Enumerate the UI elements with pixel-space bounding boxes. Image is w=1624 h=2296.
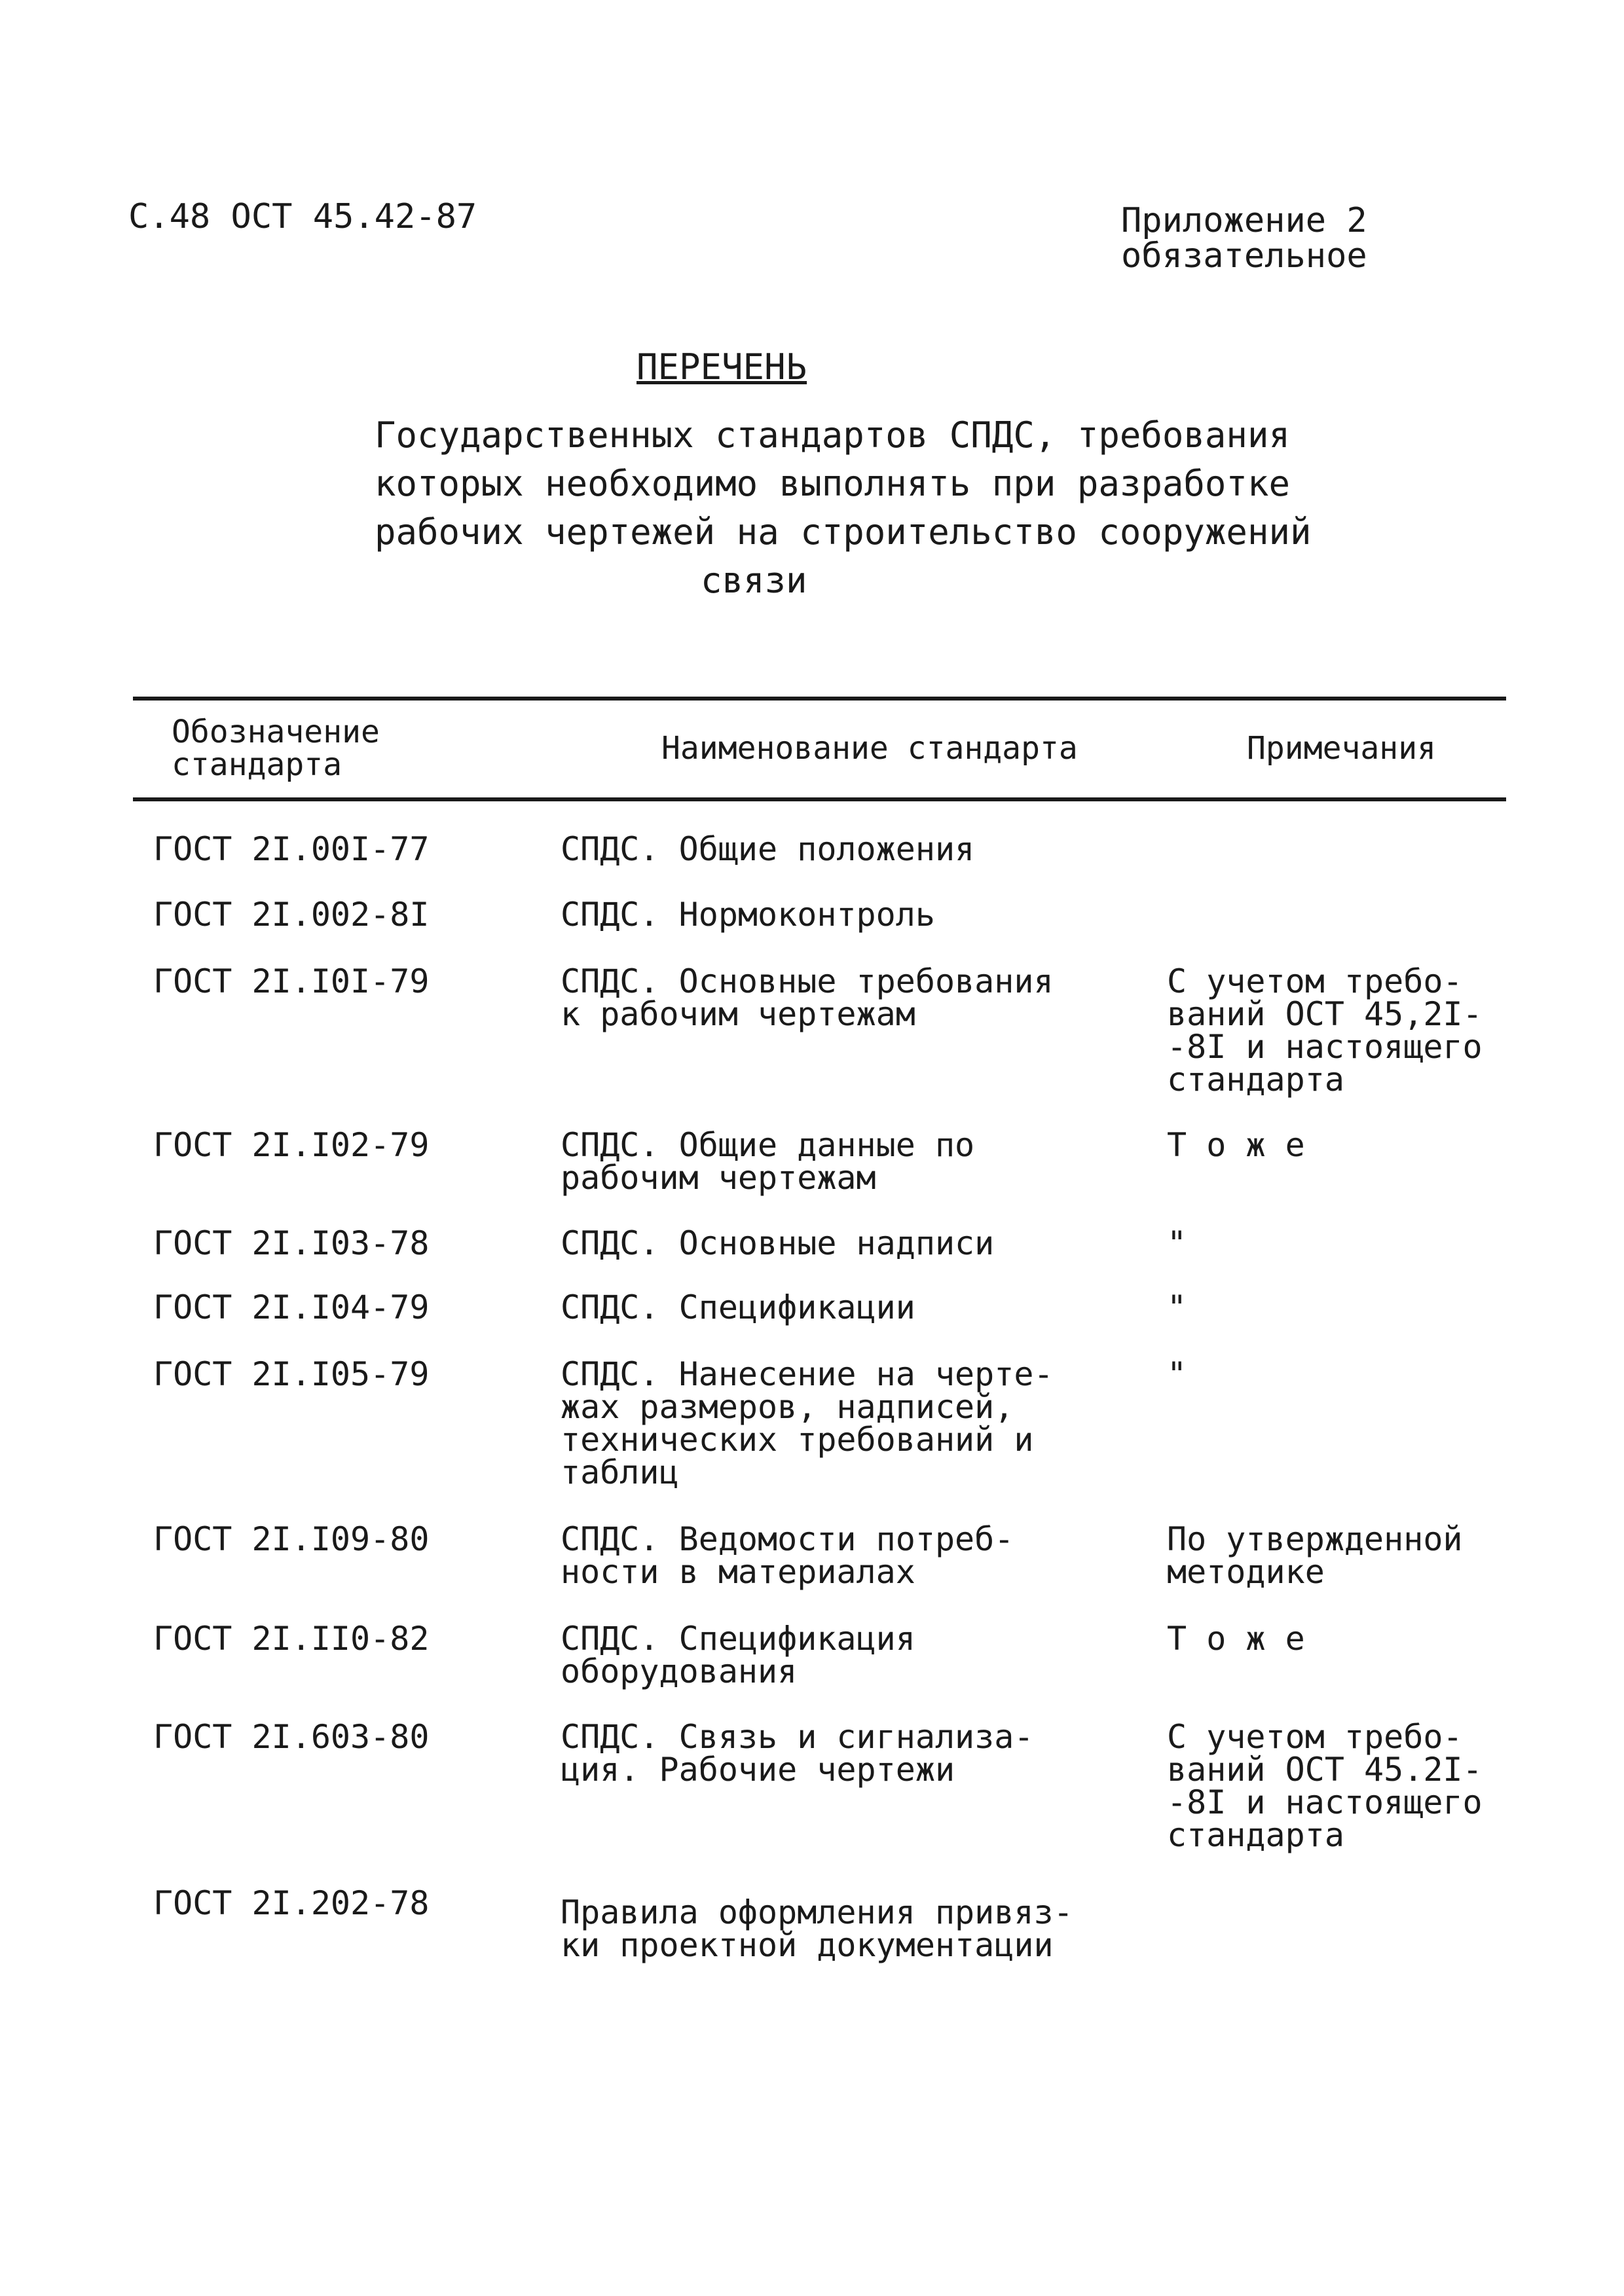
- standard-name: СПДС. Основные надписи: [561, 1224, 995, 1262]
- appendix-status: обязательное: [1121, 236, 1367, 276]
- column-header-notes: Примечания: [1247, 730, 1436, 767]
- page-reference: С.48 ОСТ 45.42-87: [128, 197, 477, 236]
- standard-note: ": [1167, 1355, 1187, 1393]
- table-header-rule: [133, 797, 1506, 801]
- appendix-number: Приложение 2: [1121, 201, 1367, 240]
- standard-note: ": [1167, 1288, 1187, 1326]
- standard-code: ГОСТ 2I.202-78: [153, 1884, 430, 1922]
- standard-code: ГОСТ 2I.I05-79: [153, 1355, 430, 1393]
- standard-note: С учетом требо- ваний ОСТ 45.2I- -8I и настоящего стандарта: [1167, 1718, 1483, 1854]
- subtitle-line: которых необходимо выполнять при разработке: [375, 463, 1290, 504]
- standard-name: СПДС. Общие данные по рабочим чертежам: [561, 1126, 975, 1197]
- column-header-code-line: стандарта: [172, 746, 342, 783]
- subtitle-line: рабочих чертежей на строительство сооружений: [375, 511, 1312, 553]
- standard-name: СПДС. Спецификации: [561, 1288, 915, 1326]
- standard-name: СПДС. Нормоконтроль: [561, 896, 935, 934]
- standard-note: Т о ж е: [1167, 1126, 1305, 1164]
- table-top-rule: [133, 697, 1506, 701]
- standard-code: ГОСТ 2I.00I-77: [153, 830, 430, 868]
- standard-note: ": [1167, 1224, 1187, 1262]
- standard-code: ГОСТ 2I.I09-80: [153, 1520, 430, 1558]
- standard-code: ГОСТ 2I.603-80: [153, 1718, 430, 1756]
- standard-name: СПДС. Нанесение на черте- жах размеров, надписей, технических требований и таблиц: [561, 1355, 1054, 1491]
- column-header-code: [172, 716, 380, 781]
- standard-name: Правила оформления привяз- ки проектной документации: [561, 1893, 1073, 1964]
- standard-code: ГОСТ 2I.I0I-79: [153, 962, 430, 1000]
- standard-code: ГОСТ 2I.I04-79: [153, 1288, 430, 1326]
- subtitle-line: Государственных стандартов СПДС, требования: [375, 414, 1290, 456]
- standard-note: С учетом требо- ваний ОСТ 45,2I- -8I и настоящего стандарта: [1167, 962, 1483, 1099]
- standard-name: СПДС. Спецификация оборудования: [561, 1620, 915, 1690]
- standard-code: ГОСТ 2I.I03-78: [153, 1224, 430, 1262]
- standard-name: СПДС. Общие положения: [561, 830, 975, 868]
- standard-name: СПДС. Основные требования к рабочим чертежам: [561, 962, 1054, 1033]
- standard-name: СПДС. Связь и сигнализа- ция. Рабочие чертежи: [561, 1718, 1034, 1789]
- standard-code: ГОСТ 2I.002-8I: [153, 896, 430, 934]
- column-header-name: Наименование стандарта: [661, 730, 1078, 767]
- subtitle-line: связи: [701, 560, 807, 601]
- document-heading: ПЕРЕЧЕНЬ: [637, 346, 807, 388]
- document-subtitle: [375, 411, 1311, 605]
- standard-code: ГОСТ 2I.II0-82: [153, 1620, 430, 1658]
- column-header-code-line: Обозначение: [172, 714, 380, 750]
- standard-note: По утвержденной методике: [1167, 1520, 1463, 1591]
- standard-name: СПДС. Ведомости потреб- ности в материалах: [561, 1520, 1014, 1591]
- standard-code: ГОСТ 2I.I02-79: [153, 1126, 430, 1164]
- standard-note: Т о ж е: [1167, 1620, 1305, 1658]
